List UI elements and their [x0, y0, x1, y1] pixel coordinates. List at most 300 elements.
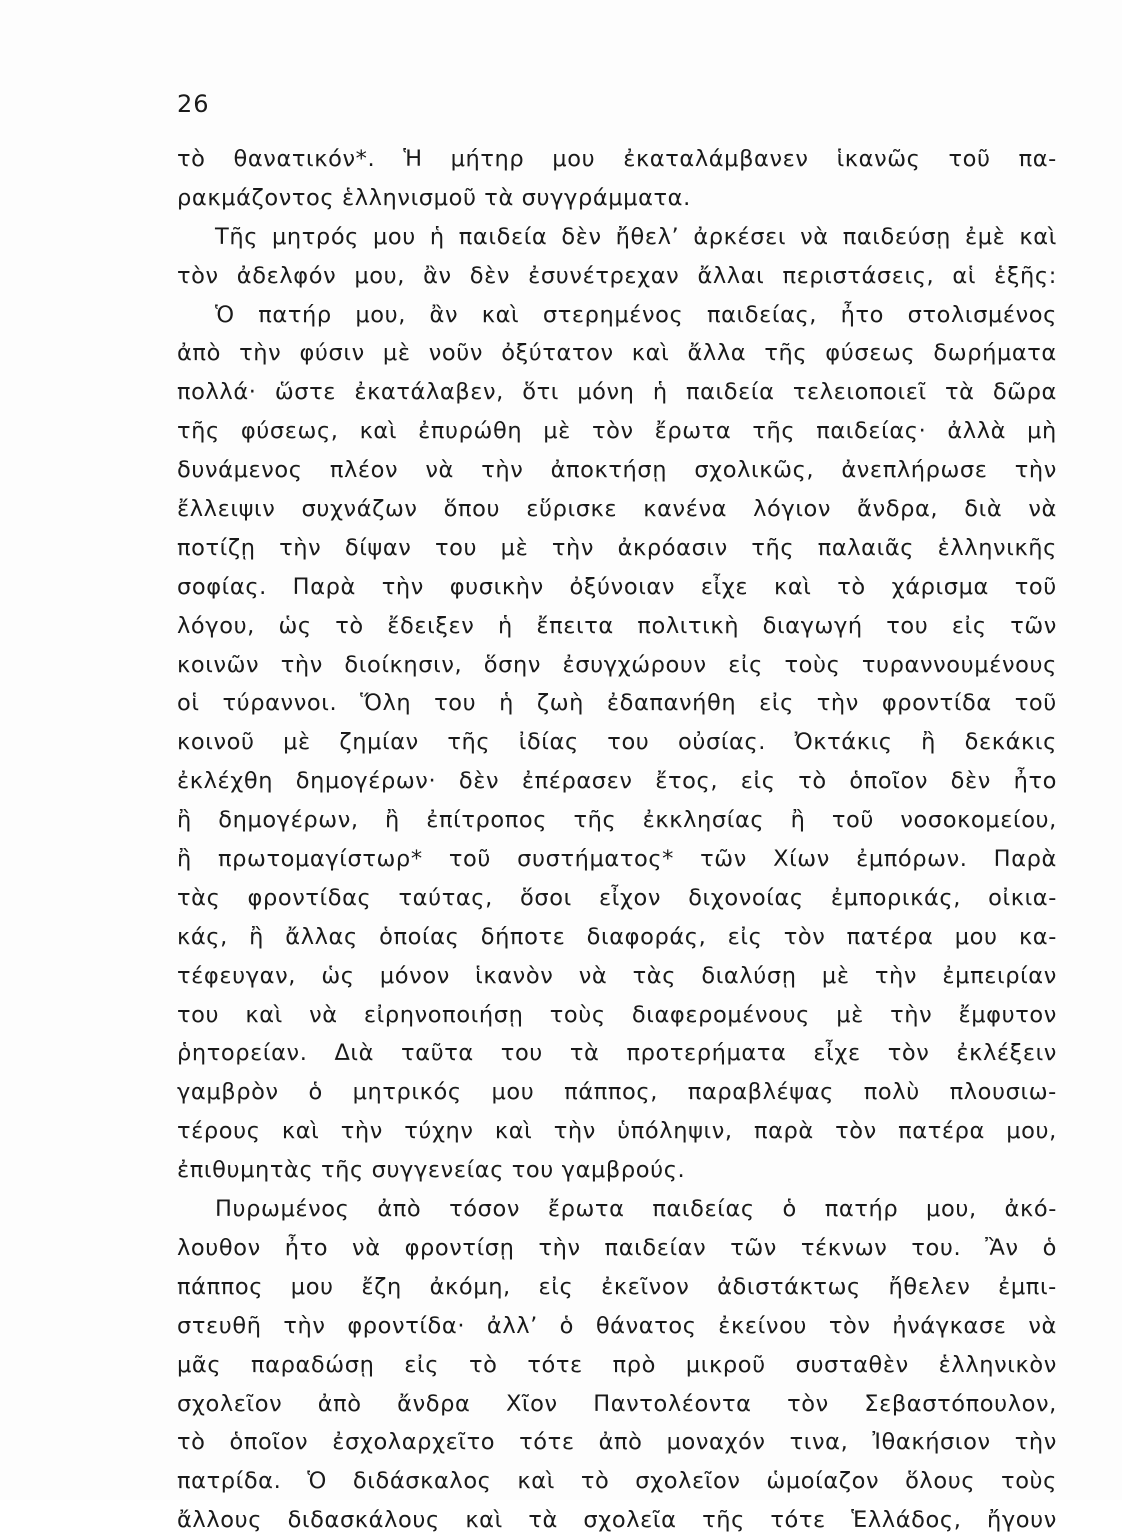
word: τῆς	[751, 534, 795, 561]
word: ἔμφυτον	[958, 1001, 1057, 1028]
word: μου	[373, 223, 416, 250]
word: παιδεύσῃ	[842, 223, 951, 250]
word: τότε	[770, 1507, 826, 1534]
word: Ὁ	[307, 1468, 327, 1495]
text-line	[177, 684, 1057, 723]
word: ἀκόμη,	[429, 1273, 511, 1300]
word: καὶ	[773, 573, 812, 600]
word: δῶρα	[992, 379, 1057, 406]
word: τελειοποιεῖ	[792, 379, 927, 406]
text-line	[177, 918, 1057, 957]
word: τέρους	[177, 1118, 261, 1145]
word: ἐδαπανήθη	[606, 690, 737, 717]
word: τόσον	[449, 1196, 521, 1223]
word: καὶ	[1019, 223, 1057, 250]
word: μου,	[355, 301, 406, 328]
text-line	[177, 257, 1057, 296]
word: μὲ	[543, 418, 571, 445]
word: τότε	[519, 1429, 575, 1456]
word: πρωτομαγίστωρ*	[218, 846, 423, 873]
word: ὁποῖον	[849, 768, 929, 795]
word: σχολεῖα	[583, 1507, 677, 1534]
word: τὸν	[177, 262, 219, 289]
word: δίψαν	[344, 534, 412, 561]
word: καὶ	[481, 301, 520, 328]
word: συστήματος*	[517, 846, 674, 873]
word: τὴν	[279, 534, 322, 561]
text-line	[177, 1034, 1057, 1073]
word: Ὅλη	[360, 690, 412, 717]
text-line	[177, 957, 1057, 996]
word: ἦτο	[284, 1234, 329, 1261]
word: ἠνάγκασε	[892, 1312, 1007, 1339]
word: φύσεως	[825, 340, 916, 367]
word: ἀποκτήσῃ	[550, 457, 668, 484]
word: εἰς	[740, 768, 776, 795]
word: ἡ	[652, 379, 668, 406]
word: τὴν	[280, 651, 323, 678]
word: πολλά·	[177, 379, 257, 406]
text-line	[177, 1073, 1057, 1112]
word: ἤθελεν	[888, 1273, 971, 1300]
word: του	[177, 1001, 220, 1028]
word: νὰ	[1028, 1312, 1057, 1339]
word: του	[607, 729, 650, 756]
word: Διὰ	[334, 1040, 375, 1067]
text-line	[177, 568, 1057, 607]
word: λόγου,	[177, 612, 255, 639]
word: τοῦ	[948, 146, 991, 172]
word: ἦτο	[840, 301, 885, 328]
word: διδασκάλους	[287, 1507, 440, 1534]
word: τοὺς	[784, 651, 841, 678]
word: πάππος,	[564, 1079, 658, 1106]
word: φροντίδας	[247, 884, 372, 911]
word: τὸν	[887, 1040, 930, 1067]
word: ἐμπορικάς,	[830, 884, 961, 911]
word: γαμβρὸν	[177, 1079, 279, 1106]
word: ταύτας,	[398, 884, 493, 911]
text-line	[177, 140, 1057, 179]
word: τυραννουμένους	[861, 651, 1057, 678]
text-line	[177, 1346, 1057, 1385]
word: διοίκησιν,	[344, 651, 463, 678]
word: τὴν	[1014, 1429, 1057, 1456]
word: φροντίδα·	[347, 1312, 466, 1339]
word: παιδείας·	[816, 418, 927, 445]
word: τοῦ	[1014, 573, 1057, 600]
word: τοῦ	[448, 846, 491, 873]
word: ἐκλέχθη	[177, 768, 274, 795]
text-line	[177, 1385, 1057, 1424]
word: ἢ	[790, 807, 806, 834]
word: ὅπου	[443, 496, 501, 523]
word: ἐκλέξειν	[956, 1040, 1057, 1067]
word: ὅσην	[483, 651, 541, 678]
text-line	[177, 1423, 1057, 1462]
word: εἰς	[404, 1351, 440, 1378]
word: ἢ	[177, 807, 192, 834]
word: νὰ	[352, 1234, 381, 1261]
word: τῆς	[702, 1507, 745, 1534]
word: ἐπίτροπος	[426, 807, 548, 834]
text-line	[177, 451, 1057, 490]
word: τὰς	[632, 962, 677, 989]
word: πατρίδα.	[177, 1468, 282, 1495]
word: τὸ	[798, 768, 827, 795]
word: κανένα	[643, 496, 728, 523]
word: τὸν	[787, 1390, 829, 1417]
word: ἀπὸ	[317, 1390, 362, 1417]
word: του.	[911, 1234, 962, 1261]
word: Ἂν	[985, 1234, 1019, 1261]
word: τὸν	[828, 1312, 871, 1339]
word: εἰς	[759, 690, 794, 717]
word: μου	[290, 1273, 334, 1300]
word: νὰ	[309, 1001, 338, 1028]
word: συχνάζων	[301, 496, 418, 523]
word: μόνον	[379, 962, 450, 989]
text-line	[177, 879, 1057, 918]
text-line	[177, 1112, 1057, 1151]
text-line	[177, 840, 1057, 879]
word: θάνατος	[595, 1312, 697, 1339]
word: συσταθὲν	[795, 1351, 909, 1378]
word: ἐκατάλαβεν,	[354, 379, 504, 406]
word: φύσεως,	[240, 418, 339, 445]
word: πατέρα	[898, 1118, 985, 1145]
word: παιδείας	[652, 1196, 755, 1223]
word: ἀλλ’	[486, 1312, 538, 1339]
word: διαφερομένους	[631, 1001, 810, 1028]
word: τὴν	[283, 1312, 326, 1339]
word: ἀδελφόν	[236, 262, 337, 289]
word: μου,	[1006, 1118, 1057, 1145]
word: ἔρωτα	[547, 1196, 625, 1223]
word: παιδεία	[458, 223, 548, 250]
word: ἦτο	[1013, 768, 1057, 795]
word: θανατικόν*.	[233, 146, 376, 172]
word: δὲν	[458, 768, 500, 795]
word: ὁποίας	[379, 923, 460, 950]
word: πλέον	[329, 457, 399, 484]
word: τῆς	[764, 340, 808, 367]
word: ἄνδρα	[397, 1390, 471, 1417]
word: ἡ	[429, 223, 445, 250]
word: πάππος	[177, 1273, 264, 1300]
word: τύχην	[404, 1118, 474, 1145]
word: Τῆς	[215, 223, 259, 250]
word: καὶ	[517, 1468, 555, 1495]
word: ὑπόληψιν,	[617, 1118, 733, 1145]
word: τῆς	[447, 729, 491, 756]
word: νὰ	[578, 962, 608, 989]
word: τὸ	[177, 1429, 206, 1456]
word: τὴν	[239, 340, 282, 367]
word: εἰς	[727, 923, 763, 950]
word: τὰς	[177, 884, 221, 911]
word: διαλύσῃ	[701, 962, 797, 989]
word: ἄλλαι	[697, 262, 765, 289]
word: ὀξύνοιαν	[569, 573, 676, 600]
word: νοσοκομείου,	[900, 807, 1057, 834]
word: ἤγουν	[986, 1507, 1057, 1534]
text-line	[177, 529, 1057, 568]
text-line	[177, 412, 1057, 451]
word: μητρός	[272, 223, 359, 250]
word: ἀλλὰ	[947, 418, 1007, 445]
word: τότε	[527, 1351, 583, 1378]
text-line	[177, 1268, 1057, 1307]
word: δὲν	[561, 223, 602, 250]
word: τὸν	[591, 418, 634, 445]
word: μικροῦ	[685, 1351, 766, 1378]
word: φροντίδα	[881, 690, 992, 717]
word: ἄλλα	[687, 340, 747, 367]
word: τοῦ	[831, 807, 874, 834]
word: πατήρ	[824, 1196, 899, 1223]
word: καὶ	[465, 1507, 503, 1534]
word: ἀπὸ	[377, 1196, 422, 1223]
word: νὰ	[1028, 496, 1057, 523]
word: Σεβαστόπουλον,	[864, 1390, 1057, 1417]
word: ὅτι	[522, 379, 559, 406]
word: ποτίζῃ	[177, 534, 256, 561]
word: μήτηρ	[450, 146, 525, 172]
word: τὸν	[835, 1118, 877, 1145]
word: τῶν	[1010, 612, 1057, 639]
word: ὡς	[321, 962, 355, 989]
word: πατέρα	[846, 923, 934, 950]
word: ἐκεῖνον	[601, 1273, 690, 1300]
word: ὅλους	[905, 1468, 976, 1495]
word: κάς,	[177, 923, 228, 950]
word: ἔτος,	[655, 768, 719, 795]
word: τὴν	[816, 690, 859, 717]
word: ζημίαν	[339, 729, 419, 756]
word: μὲ	[500, 534, 529, 561]
word: ἡ	[497, 612, 513, 639]
word: τὸ	[335, 612, 364, 639]
word: διδάσκαλος	[352, 1468, 492, 1495]
word: προτερήματα	[626, 1040, 787, 1067]
text-line	[177, 996, 1057, 1035]
word: κοινοῦ	[177, 729, 255, 756]
word: ἢ	[385, 807, 400, 834]
word: διὰ	[964, 496, 1003, 523]
text-line	[177, 1190, 1057, 1229]
word: τὰ	[945, 379, 975, 406]
word: ἀνεπλήρωσε	[841, 457, 988, 484]
word: τὸ	[177, 146, 206, 172]
word: παιδείας,	[706, 301, 818, 328]
word: νοῦν	[428, 340, 484, 367]
word: ἐκείνου	[718, 1312, 808, 1339]
word: κα-	[1018, 923, 1057, 950]
word: εἰρηνοποιήσῃ	[363, 1001, 524, 1028]
word: λόγιον	[753, 496, 832, 523]
word: μὲ	[821, 962, 850, 989]
word: παραδώσῃ	[251, 1351, 375, 1378]
word: ὁ	[782, 1196, 797, 1223]
word: ὅσοι	[519, 884, 572, 911]
word: τὸ	[580, 1468, 610, 1495]
word: ἤθελ’	[615, 223, 680, 250]
word: ἂν	[429, 301, 459, 328]
word: ἢ	[921, 729, 937, 756]
word: Ἑλλάδος,	[851, 1507, 962, 1534]
word: παραβλέψας	[687, 1079, 834, 1106]
word: ὡς	[278, 612, 312, 639]
word: λουθον	[177, 1234, 261, 1261]
word: σοφίας.	[177, 573, 267, 600]
word: ἐμπι-	[998, 1273, 1057, 1300]
word: φυσικὴν	[449, 573, 544, 600]
word: Ὁ	[215, 301, 235, 328]
word: παιδεία	[685, 379, 775, 406]
word: εἰς	[728, 651, 763, 678]
word: ἑλληνικῆς	[937, 534, 1057, 561]
word: Παρὰ	[993, 846, 1057, 873]
word: τὸν	[783, 923, 826, 950]
word: ὁ	[1042, 1234, 1057, 1261]
word: τὴν	[551, 534, 595, 561]
word: καὶ	[281, 1118, 320, 1145]
word: μου	[954, 923, 998, 950]
word: Πυρωμένος	[215, 1196, 350, 1223]
word: στερημένος	[542, 301, 684, 328]
word: του	[886, 612, 929, 639]
word: ἐπυρώθη	[418, 418, 523, 445]
text-line	[177, 1501, 1057, 1540]
word: τὴν	[890, 1001, 933, 1028]
word: παλαιᾶς	[817, 534, 915, 561]
word: εἶχε	[700, 573, 749, 600]
word: τῶν	[730, 1234, 777, 1261]
word: δὲν	[469, 262, 511, 289]
word: ἑξῆς:	[994, 262, 1057, 289]
word: πρὸ	[612, 1351, 656, 1378]
word: τοῦ	[1014, 690, 1057, 717]
word: τῆς	[752, 418, 796, 445]
word: τοὺς	[549, 1001, 606, 1028]
text-line	[177, 1229, 1057, 1268]
word: δημογέρων,	[218, 807, 359, 834]
text-line	[177, 218, 1057, 257]
word: μὲ	[836, 1001, 864, 1028]
word: νὰ	[800, 223, 829, 250]
word: ἐπέρασεν	[521, 768, 633, 795]
word: καὶ	[359, 418, 398, 445]
word: ῥητορείαν.	[177, 1040, 308, 1067]
word: ἐκαταλάμβανεν	[623, 146, 809, 172]
body-text	[177, 140, 1057, 1540]
text-line	[177, 607, 1057, 646]
word: εἰς	[538, 1273, 574, 1300]
word: δυνάμενος	[177, 457, 303, 484]
word: ἐμπόρων.	[856, 846, 968, 873]
word: Ὀκτάκις	[794, 729, 893, 756]
word: μὴ	[1027, 418, 1057, 445]
word: διαφοράς,	[586, 923, 707, 950]
word: ἐσχολαρχεῖτο	[332, 1429, 496, 1456]
word: μου	[491, 1079, 535, 1106]
word: ζωὴ	[536, 690, 585, 717]
word: ἢ	[177, 846, 192, 873]
word: ὁ	[308, 1079, 323, 1106]
word: τὴν	[340, 1118, 383, 1145]
word: σχολεῖον	[635, 1468, 741, 1495]
word: τύραννοι.	[222, 690, 338, 717]
word: ἀπὸ	[177, 340, 221, 367]
word: ἐσυγχώρουν	[562, 651, 707, 678]
word: εἶχον	[598, 884, 662, 911]
page-number: 26	[177, 90, 210, 118]
word: εἶχε	[813, 1040, 861, 1067]
word: ὁ	[559, 1312, 575, 1339]
word: Χίων	[773, 846, 830, 873]
word: ἀκό-	[1004, 1196, 1057, 1223]
word: ὡμοίαζον	[766, 1468, 880, 1495]
word: φροντίσῃ	[404, 1234, 515, 1261]
word: ὥστε	[274, 379, 337, 406]
word: μητρικός	[352, 1079, 462, 1106]
word: δεκάκις	[964, 729, 1057, 756]
word: χάρισμα	[891, 573, 989, 600]
word: ἱκανὸν	[475, 962, 554, 989]
word: νὰ	[425, 457, 454, 484]
word: εὕρισκε	[526, 496, 618, 523]
word: τὴν	[481, 457, 524, 484]
word: ἄνδρα,	[857, 496, 939, 523]
word: εἰς	[951, 612, 987, 639]
word: του	[434, 534, 478, 561]
word: καὶ	[245, 1001, 283, 1028]
word: τὴν	[1014, 457, 1057, 484]
word: ἀρκέσει	[693, 223, 787, 250]
text-line	[177, 334, 1057, 373]
word: ἐμπειρίαν	[942, 962, 1057, 989]
word: διαγωγή	[762, 612, 863, 639]
word: τὰ	[528, 1507, 558, 1534]
word: τὰ	[569, 1040, 600, 1067]
word: τοὺς	[1001, 1468, 1057, 1495]
word: τέφευγαν,	[177, 962, 296, 989]
word: Ἡ	[403, 146, 423, 172]
word: ἰδίας	[518, 729, 579, 756]
word: δωρήματα	[933, 340, 1057, 367]
word: τινα,	[789, 1429, 849, 1456]
word: ἐμὲ	[964, 223, 1006, 250]
word: του	[500, 1040, 543, 1067]
word: πα-	[1018, 146, 1057, 172]
word: ἔδειξεν	[387, 612, 475, 639]
word: καὶ	[494, 1118, 533, 1145]
word: πολὺ	[863, 1079, 920, 1106]
word: οἱ	[177, 690, 200, 717]
word: ἀπὸ	[598, 1429, 643, 1456]
word: πλουσιω-	[949, 1079, 1057, 1106]
word: ἔλλειψιν	[177, 496, 276, 523]
word: ὀξύτατον	[501, 340, 614, 367]
text-line: ἐπιθυμητὰς τῆς συγγενείας του γαμβρούς.	[177, 1157, 686, 1184]
text-line	[177, 373, 1057, 412]
word: πολιτικὴ	[637, 612, 740, 639]
word: διχονοίας	[688, 884, 804, 911]
word: τῶν	[700, 846, 747, 873]
word: μου,	[354, 262, 405, 289]
word: σχολικῶς,	[694, 457, 815, 484]
